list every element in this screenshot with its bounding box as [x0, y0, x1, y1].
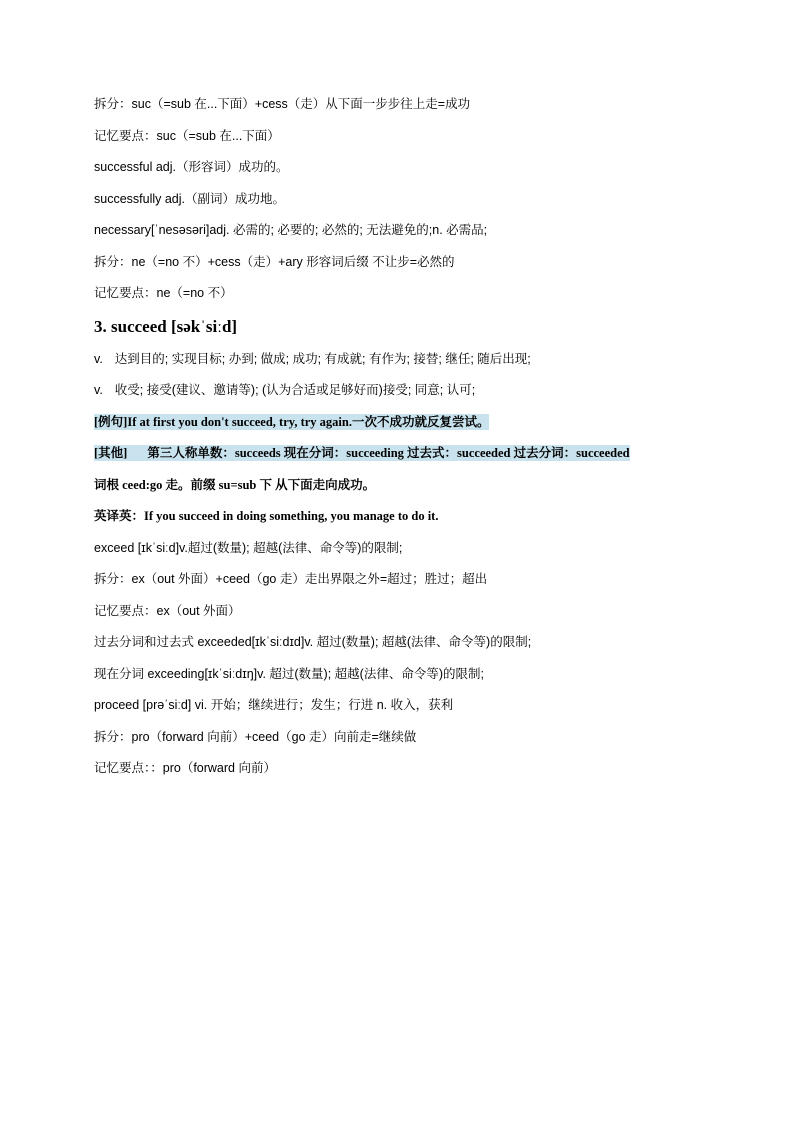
- definition-line-1: [94, 351, 714, 367]
- definition-text: 达到目的; 实现目标; 办到; 做成; 成功; 有成就; 有作为; 接替; 继任; 随后出现;: [114, 351, 531, 366]
- memory-point-suc: 记忆要点：suc（=sub 在...下面）: [94, 128, 280, 143]
- memory-point-ex: 记忆要点：ex（out 外面）: [94, 603, 241, 618]
- split-line-ex: 拆分：ex（out 外面）+ceed（go 走）走出界限之外=超过；胜过；超出: [94, 572, 488, 586]
- other-label: [其他]: [94, 446, 128, 460]
- section-heading-succeed: 3. succeed [səkˈsiːd]: [94, 316, 238, 336]
- split-line-pro: 拆分：pro（forward 向前）+ceed（go 走）向前走=继续做: [94, 729, 417, 744]
- example-highlight: [例句]If at first you don't succeed, try, try again.一次不成功就反复尝试。: [94, 414, 490, 429]
- successful-line: successful adj.（形容词）成功的。: [94, 160, 289, 174]
- english-explanation: 英译英：If you succeed in doing something, you manage to do it.: [94, 509, 439, 523]
- split-line-ne: 拆分：ne（=no 不）+cess（走）+ary 形容词后缀 不让步=必然的: [94, 254, 455, 269]
- pos-label: v.: [94, 351, 103, 366]
- other-forms: [94, 445, 714, 461]
- exceeding-line: 现在分词 exceeding[ɪkˈsiːdɪŋ]v. 超过(数量); 超越(法律、命令等)的限制;: [94, 666, 484, 681]
- definition-line-2: [94, 382, 714, 398]
- successfully-line: successfully adj.（副词）成功地。: [94, 191, 286, 206]
- definition-text: 收受; 接受(建议、邀请等); (认为合适或足够好而)接受; 同意; 认可;: [114, 383, 476, 397]
- other-text: 第三人称单数：succeeds 现在分词：succeeding 过去式：succeeded 过去分词：succeeded: [147, 446, 630, 460]
- root-line: 词根 ceed:go 走。前缀 su=sub 下 从下面走向成功。: [94, 477, 376, 492]
- document-page: [94, 96, 714, 792]
- pos-label: v.: [94, 383, 103, 397]
- memory-point-ne: 记忆要点：ne（=no 不）: [94, 286, 233, 300]
- memory-point-pro: 记忆要点：：pro（forward 向前）: [94, 761, 276, 775]
- necessary-line: necessary[ˈnesəsəri]adj. 必需的; 必要的; 必然的; 无法避免的;n. 必需品;: [94, 223, 488, 237]
- other-highlight: [94, 445, 630, 461]
- split-line-suc: 拆分：suc（=sub 在...下面）+cess（走）从下面一步步往上走=成功: [94, 97, 471, 111]
- proceed-line: proceed [prəˈsiːd] vi. 开始；继续进行；发生；行进 n. 收入，获利: [94, 698, 454, 712]
- exceed-line: exceed [ɪkˈsiːd]v.超过(数量); 超越(法律、命令等)的限制;: [94, 540, 403, 555]
- exceeded-line: 过去分词和过去式 exceeded[ɪkˈsiːdɪd]v. 超过(数量); 超越(法律、命令等)的限制;: [94, 635, 532, 649]
- example-sentence: [94, 414, 714, 430]
